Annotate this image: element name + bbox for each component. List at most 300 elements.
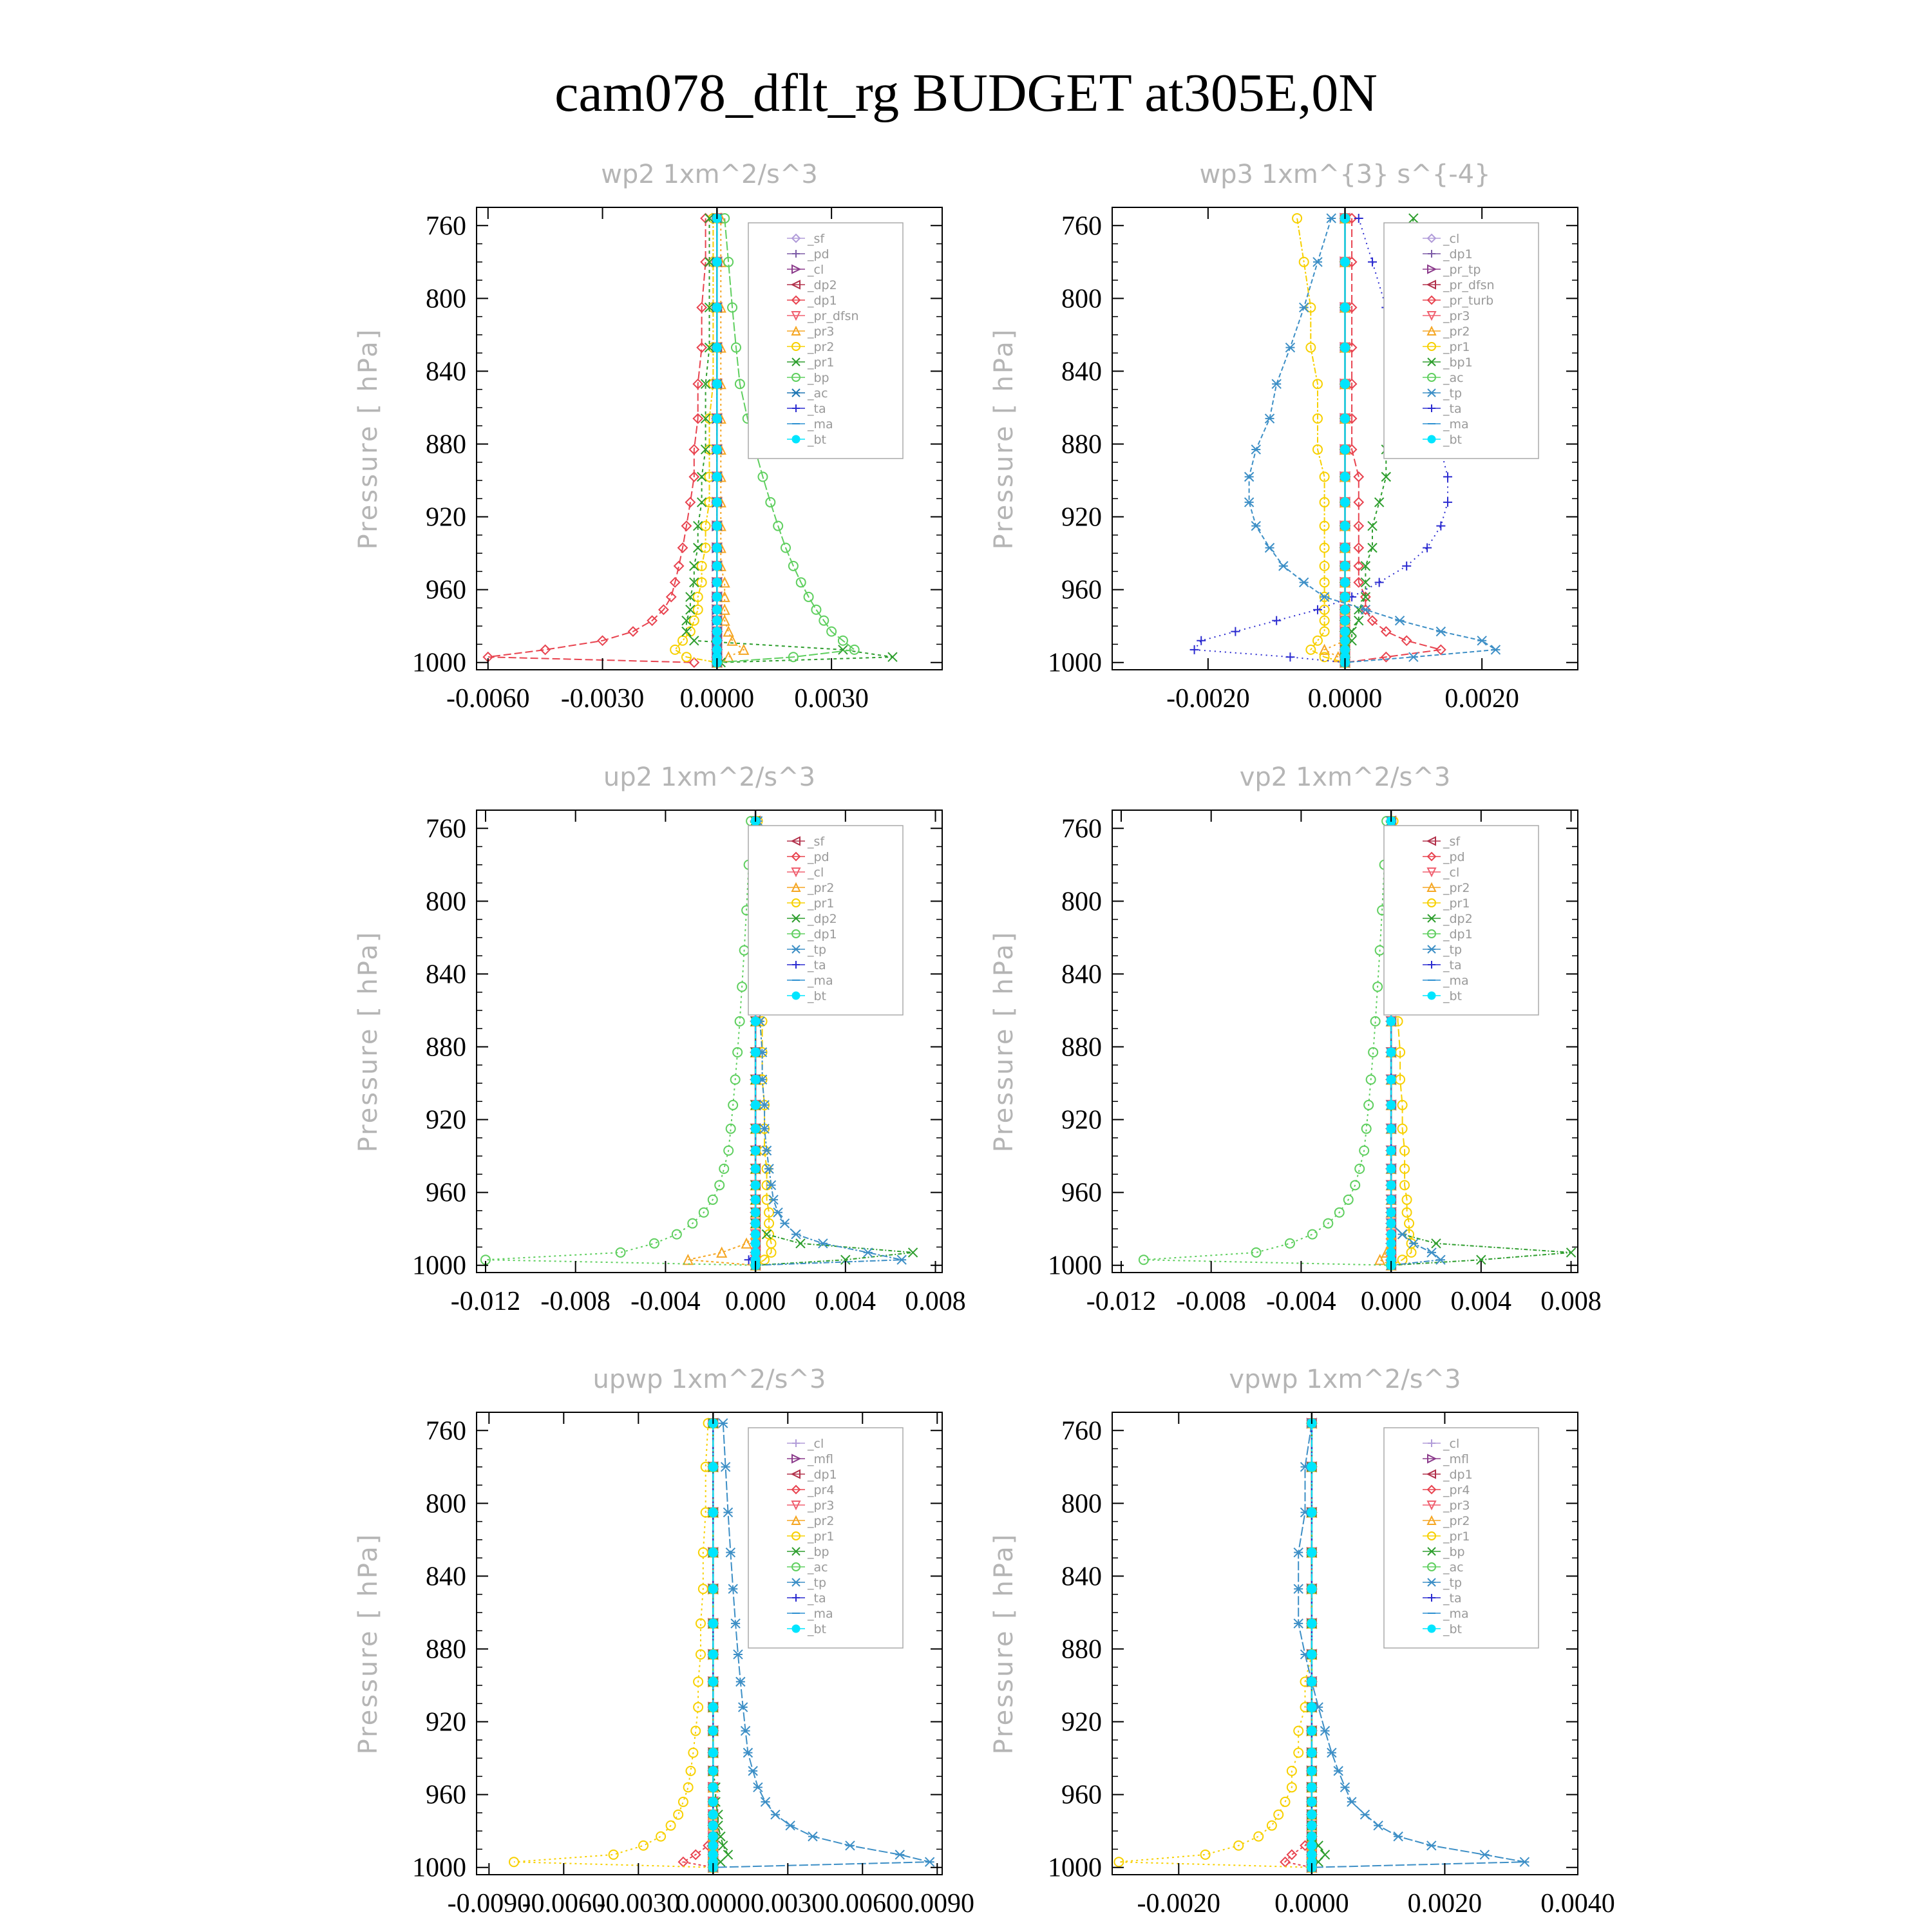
data-point (1436, 522, 1445, 531)
data-point (1480, 1850, 1489, 1859)
data-point (708, 1748, 717, 1757)
data-point (1307, 1748, 1316, 1757)
data-point (1427, 1248, 1436, 1257)
data-point (719, 1164, 728, 1173)
y-tick-label: 800 (1061, 1489, 1102, 1519)
data-point (1341, 445, 1350, 454)
data-point (667, 592, 676, 601)
x-tick-label: 0.0000 (679, 684, 755, 714)
data-point (1368, 522, 1377, 531)
x-tick-label: 0.0030 (794, 684, 869, 714)
data-point (712, 636, 721, 645)
data-point (1341, 414, 1350, 423)
data-point (712, 544, 721, 553)
y-tick-label: 960 (1061, 575, 1102, 605)
data-point (712, 578, 721, 587)
data-point (1307, 1677, 1316, 1686)
data-point (1307, 1650, 1316, 1659)
data-point (1265, 544, 1274, 553)
data-point (712, 522, 721, 531)
data-point (1360, 1810, 1369, 1819)
data-point (656, 1832, 665, 1841)
data-point (1307, 1463, 1316, 1472)
data-point (1387, 1146, 1396, 1155)
y-tick-label: 880 (426, 1032, 466, 1063)
legend-label: _dp2 (1443, 912, 1473, 926)
y-tick-label: 880 (426, 1634, 466, 1665)
data-point (1387, 1101, 1396, 1110)
data-point (712, 445, 721, 454)
legend-label: _pr3 (808, 1499, 835, 1513)
data-point (1387, 1195, 1396, 1204)
legend-label: _pr1 (1443, 896, 1470, 911)
x-tick-label: 0.0090 (900, 1889, 975, 1918)
y-tick-label: 840 (426, 357, 466, 387)
data-point (1307, 1783, 1316, 1792)
legend-label: _mfl (1443, 1452, 1469, 1466)
data-point (1341, 562, 1350, 571)
y-tick-label: 880 (1061, 1634, 1102, 1665)
data-point (1307, 1703, 1316, 1712)
data-point (1341, 303, 1350, 312)
legend-label: _pr1 (808, 896, 835, 911)
data-point (1245, 472, 1254, 481)
data-point (811, 605, 820, 614)
x-tick-label: -0.0060 (446, 684, 530, 714)
legend-marker (792, 1625, 800, 1633)
data-point (712, 343, 721, 352)
data-point (781, 1219, 790, 1228)
legend-label: _tp (1443, 386, 1463, 401)
data-point (1341, 258, 1350, 267)
y-tick-label: 920 (426, 1707, 466, 1738)
data-point (1387, 1075, 1396, 1084)
data-point (751, 1208, 760, 1217)
data-point (751, 1101, 760, 1110)
data-point (1251, 445, 1260, 454)
legend-label: _mfl (808, 1452, 833, 1466)
data-point (888, 652, 897, 661)
series-bt (708, 1419, 717, 1872)
y-tick-label: 920 (426, 1105, 466, 1135)
data-point (1285, 652, 1294, 661)
data-point (748, 1766, 757, 1776)
y-axis-label: Pressure [ hPa] (354, 327, 383, 550)
data-point (1436, 627, 1445, 636)
y-tick-label: 960 (426, 1178, 466, 1208)
data-point (1307, 1508, 1316, 1517)
data-point (1341, 636, 1350, 645)
legend-marker (1428, 992, 1435, 999)
data-point (674, 1810, 683, 1819)
data-point (1300, 303, 1309, 312)
y-tick-label: 960 (1061, 1178, 1102, 1208)
data-point (708, 1821, 717, 1830)
x-tick-label: 0.0020 (1444, 684, 1519, 714)
panels (354, 160, 1615, 1918)
data-point (1254, 1832, 1263, 1841)
legend-label: _pd (808, 247, 829, 261)
legend-label: _bp (808, 1545, 829, 1559)
data-point (708, 1810, 717, 1819)
data-point (761, 1797, 770, 1806)
data-point (1341, 592, 1350, 601)
data-point (712, 592, 721, 601)
y-tick-label: 880 (426, 430, 466, 460)
data-point (808, 1832, 817, 1841)
data-point (672, 1230, 681, 1239)
y-tick-label: 920 (1061, 1707, 1102, 1738)
series-bt (1307, 1419, 1316, 1872)
data-point (1341, 544, 1350, 553)
data-point (1272, 616, 1281, 625)
data-point (1402, 562, 1411, 571)
data-point (1307, 1832, 1316, 1841)
data-point (1341, 343, 1350, 352)
data-point (1201, 1850, 1210, 1859)
data-point (751, 1219, 760, 1228)
x-tick-label: 0.0000 (1307, 684, 1383, 714)
data-point (1307, 1841, 1316, 1850)
data-point (1341, 498, 1350, 507)
data-point (1285, 343, 1294, 352)
data-point (1251, 522, 1260, 531)
data-point (708, 1584, 717, 1593)
data-point (712, 616, 721, 625)
x-tick-label: 0.0060 (825, 1889, 900, 1918)
y-tick-label: 760 (1061, 211, 1102, 242)
data-point (1387, 1219, 1396, 1228)
data-point (819, 1239, 828, 1248)
data-point (694, 605, 703, 614)
x-tick-label: -0.008 (1176, 1287, 1246, 1316)
legend-marker (1428, 1625, 1435, 1633)
legend-label: _dp1 (1443, 927, 1473, 942)
data-point (1279, 562, 1288, 571)
x-tick-label: -0.012 (450, 1287, 521, 1316)
data-point (719, 1841, 728, 1850)
legend-label: _dp2 (808, 912, 837, 926)
data-point (724, 652, 733, 661)
legend-label: _cl (808, 263, 824, 277)
panel-4 (989, 762, 1602, 1316)
y-tick-label: 760 (426, 211, 466, 242)
series-line (488, 218, 706, 663)
legend-label: _cl (808, 1437, 824, 1451)
panel-title: wp2 1xm^2/s^3 (601, 160, 818, 189)
legend-label: _ma (808, 974, 833, 988)
y-tick-label: 960 (426, 575, 466, 605)
legend-label: _pr2 (808, 1514, 835, 1528)
y-tick-label: 1000 (1048, 1251, 1102, 1281)
panel-1 (354, 160, 942, 714)
data-point (1396, 616, 1405, 625)
legend-label: _bt (1443, 989, 1463, 1003)
data-point (1327, 214, 1336, 223)
y-tick-label: 1000 (412, 648, 466, 678)
y-tick-label: 800 (1061, 887, 1102, 917)
legend-label: _pr3 (1443, 309, 1470, 323)
data-point (708, 1548, 717, 1557)
legend-label: _pr4 (808, 1483, 835, 1497)
data-point (1307, 1619, 1316, 1628)
data-point (708, 1727, 717, 1736)
data-point (1387, 1164, 1396, 1173)
data-point (1267, 1821, 1276, 1830)
data-point (1197, 636, 1206, 645)
x-tick-label: -0.0060 (522, 1889, 606, 1918)
data-point (786, 1821, 795, 1830)
x-tick-label: 0.000 (724, 1287, 786, 1316)
data-point (1334, 1766, 1343, 1776)
y-tick-label: 920 (1061, 1105, 1102, 1135)
data-point (1307, 1810, 1316, 1819)
legend-label: _pr2 (1443, 325, 1470, 339)
y-axis-label: Pressure [ hPa] (989, 327, 1019, 550)
legend-label: _pr_dfsn (808, 309, 859, 323)
data-point (708, 1841, 717, 1850)
data-point (708, 1766, 717, 1776)
data-point (670, 645, 679, 654)
data-point (1443, 498, 1452, 507)
data-point (690, 616, 699, 625)
data-point (650, 1239, 659, 1248)
data-point (1307, 1821, 1316, 1830)
y-tick-label: 800 (426, 284, 466, 314)
legend-label: _ma (1443, 1607, 1469, 1621)
legend-label: _ta (808, 958, 826, 972)
data-point (1398, 1230, 1407, 1239)
legend-label: _tp (808, 943, 827, 957)
data-point (712, 258, 721, 267)
data-point (751, 1239, 760, 1248)
series-line (675, 218, 717, 663)
data-point (712, 472, 721, 481)
series-pr1 (509, 1419, 717, 1872)
panel-6 (989, 1365, 1615, 1918)
series-line (486, 821, 755, 1265)
data-point (717, 1248, 726, 1257)
y-tick-label: 1000 (1048, 1853, 1102, 1883)
series-line (1297, 218, 1345, 663)
data-point (708, 1703, 717, 1712)
data-point (639, 1841, 648, 1850)
legend-label: _tp (808, 1576, 827, 1590)
data-point (751, 1075, 760, 1084)
data-point (1307, 1727, 1316, 1736)
data-point (1285, 1239, 1294, 1248)
panel-2 (989, 160, 1578, 714)
legend-label: _cl (808, 866, 824, 880)
legend-label: _ta (1443, 402, 1462, 416)
legend-label: _ac (1443, 371, 1464, 385)
data-point (679, 1797, 688, 1806)
y-tick-label: 960 (1061, 1780, 1102, 1810)
y-tick-label: 1000 (412, 1251, 466, 1281)
x-tick-label: 0.0000 (676, 1889, 751, 1918)
legend-label: _sf (808, 835, 825, 849)
data-point (1387, 1208, 1396, 1217)
data-point (1423, 544, 1432, 553)
y-tick-label: 800 (1061, 284, 1102, 314)
data-point (751, 1180, 760, 1189)
legend-label: _pr1 (808, 355, 835, 370)
series-dp1 (1139, 817, 1396, 1270)
y-tick-label: 920 (426, 502, 466, 533)
legend-label: _ta (1443, 958, 1462, 972)
data-point (846, 1841, 855, 1850)
data-point (1387, 1017, 1396, 1026)
data-point (751, 1230, 760, 1239)
panel-title: vpwp 1xm^2/s^3 (1229, 1365, 1461, 1394)
legend-label: _dp1 (808, 294, 837, 308)
data-point (708, 1650, 717, 1659)
legend (1384, 826, 1539, 1015)
data-point (1313, 636, 1322, 645)
data-point (1520, 1857, 1529, 1866)
legend-label: _bp1 (1443, 355, 1473, 370)
data-point (1308, 1230, 1317, 1239)
data-point (1320, 627, 1329, 636)
panel-title: wp3 1xm^{3} s^{-4} (1199, 160, 1491, 189)
data-point (895, 1850, 904, 1859)
data-point (751, 1146, 760, 1155)
y-tick-label: 760 (1061, 814, 1102, 844)
y-axis-label: Pressure [ hPa] (989, 1532, 1019, 1755)
legend-label: _bt (1443, 433, 1463, 447)
legend-label: _bt (1443, 1622, 1463, 1636)
legend-label: _ma (808, 1607, 833, 1621)
legend-label: _ta (808, 402, 826, 416)
data-point (712, 379, 721, 388)
legend (748, 223, 903, 459)
legend-label: _dp1 (1443, 247, 1473, 261)
x-tick-label: -0.0030 (596, 1889, 681, 1918)
y-tick-label: 840 (1061, 960, 1102, 990)
legend-label: _ac (808, 386, 828, 401)
x-tick-label: 0.004 (815, 1287, 876, 1316)
data-point (1341, 522, 1350, 531)
y-tick-label: 840 (1061, 1562, 1102, 1592)
data-point (1387, 1048, 1396, 1057)
legend-label: _dp2 (808, 278, 837, 292)
data-point (712, 303, 721, 312)
data-point (1300, 578, 1309, 587)
x-tick-label: -0.004 (630, 1287, 701, 1316)
legend-label: _dp1 (808, 927, 837, 942)
data-point (766, 498, 775, 507)
data-point (1375, 578, 1384, 587)
legend-label: _pd (808, 850, 829, 864)
legend-label: _ac (1443, 1560, 1464, 1575)
data-point (1427, 1841, 1436, 1850)
y-tick-label: 840 (426, 1562, 466, 1592)
data-point (1443, 472, 1452, 481)
data-point (1436, 1255, 1445, 1264)
data-point (1491, 645, 1500, 654)
data-point (897, 1255, 906, 1264)
x-tick-label: -0.0020 (1137, 1889, 1221, 1918)
data-point (1477, 636, 1486, 645)
data-point (925, 1857, 934, 1866)
data-point (751, 1164, 760, 1173)
data-point (712, 605, 721, 614)
legend-label: _cl (1443, 866, 1460, 880)
data-point (712, 414, 721, 423)
data-point (1368, 258, 1377, 267)
legend-label: _ma (1443, 417, 1469, 431)
data-point (690, 636, 699, 645)
data-point (708, 1797, 717, 1806)
legend-label: _ta (1443, 1591, 1462, 1605)
y-axis-label: Pressure [ hPa] (354, 1532, 383, 1755)
y-tick-label: 800 (426, 887, 466, 917)
x-tick-label: -0.0090 (447, 1889, 531, 1918)
legend (1384, 1428, 1539, 1648)
data-point (1432, 1239, 1441, 1248)
panel-title: up2 1xm^2/s^3 (603, 762, 816, 792)
legend-label: _pr2 (1443, 1514, 1470, 1528)
legend-label: _bp (1443, 1545, 1465, 1559)
data-point (708, 1463, 717, 1472)
data-point (796, 1239, 805, 1248)
data-point (1394, 1832, 1403, 1841)
data-point (791, 1230, 800, 1239)
legend-label: _pr_dfsn (1443, 278, 1495, 292)
data-point (1327, 1748, 1336, 1757)
series-pr1 (1114, 1419, 1316, 1872)
y-tick-label: 760 (426, 814, 466, 844)
y-tick-label: 760 (426, 1416, 466, 1446)
legend-label: _pr2 (1443, 881, 1470, 895)
data-point (1387, 1239, 1396, 1248)
data-point (1374, 1821, 1383, 1830)
panel-title: vp2 1xm^2/s^3 (1239, 762, 1451, 792)
x-tick-label: 0.0000 (1274, 1889, 1349, 1918)
legend-marker (1428, 435, 1435, 443)
x-tick-label: -0.0020 (1166, 684, 1250, 714)
data-point (1387, 1180, 1396, 1189)
panel-5 (354, 1365, 974, 1918)
data-point (1387, 1230, 1396, 1239)
data-point (712, 498, 721, 507)
series-dp1 (484, 214, 710, 667)
legend-label: _pr1 (808, 1530, 835, 1544)
series-line (1119, 1423, 1312, 1868)
legend-label: _bt (808, 1622, 827, 1636)
data-point (751, 1017, 760, 1026)
series-bt (1341, 214, 1350, 667)
x-tick-label: 0.0030 (750, 1889, 826, 1918)
legend-label: _pr_tp (1443, 263, 1481, 277)
legend-label: _tp (1443, 943, 1463, 957)
data-point (1321, 1727, 1330, 1736)
y-axis-label: Pressure [ hPa] (989, 930, 1019, 1153)
data-point (753, 1783, 762, 1792)
y-tick-label: 1000 (412, 1853, 466, 1883)
y-tick-label: 1000 (1048, 648, 1102, 678)
data-point (751, 1195, 760, 1204)
data-point (708, 1832, 717, 1841)
data-point (1354, 214, 1363, 223)
data-point (708, 1783, 717, 1792)
legend-label: _ac (808, 1560, 828, 1575)
data-point (1387, 1124, 1396, 1133)
data-point (678, 636, 687, 645)
legend-label: _pr1 (1443, 340, 1470, 354)
series-dp1 (481, 817, 760, 1270)
data-point (1341, 578, 1350, 587)
